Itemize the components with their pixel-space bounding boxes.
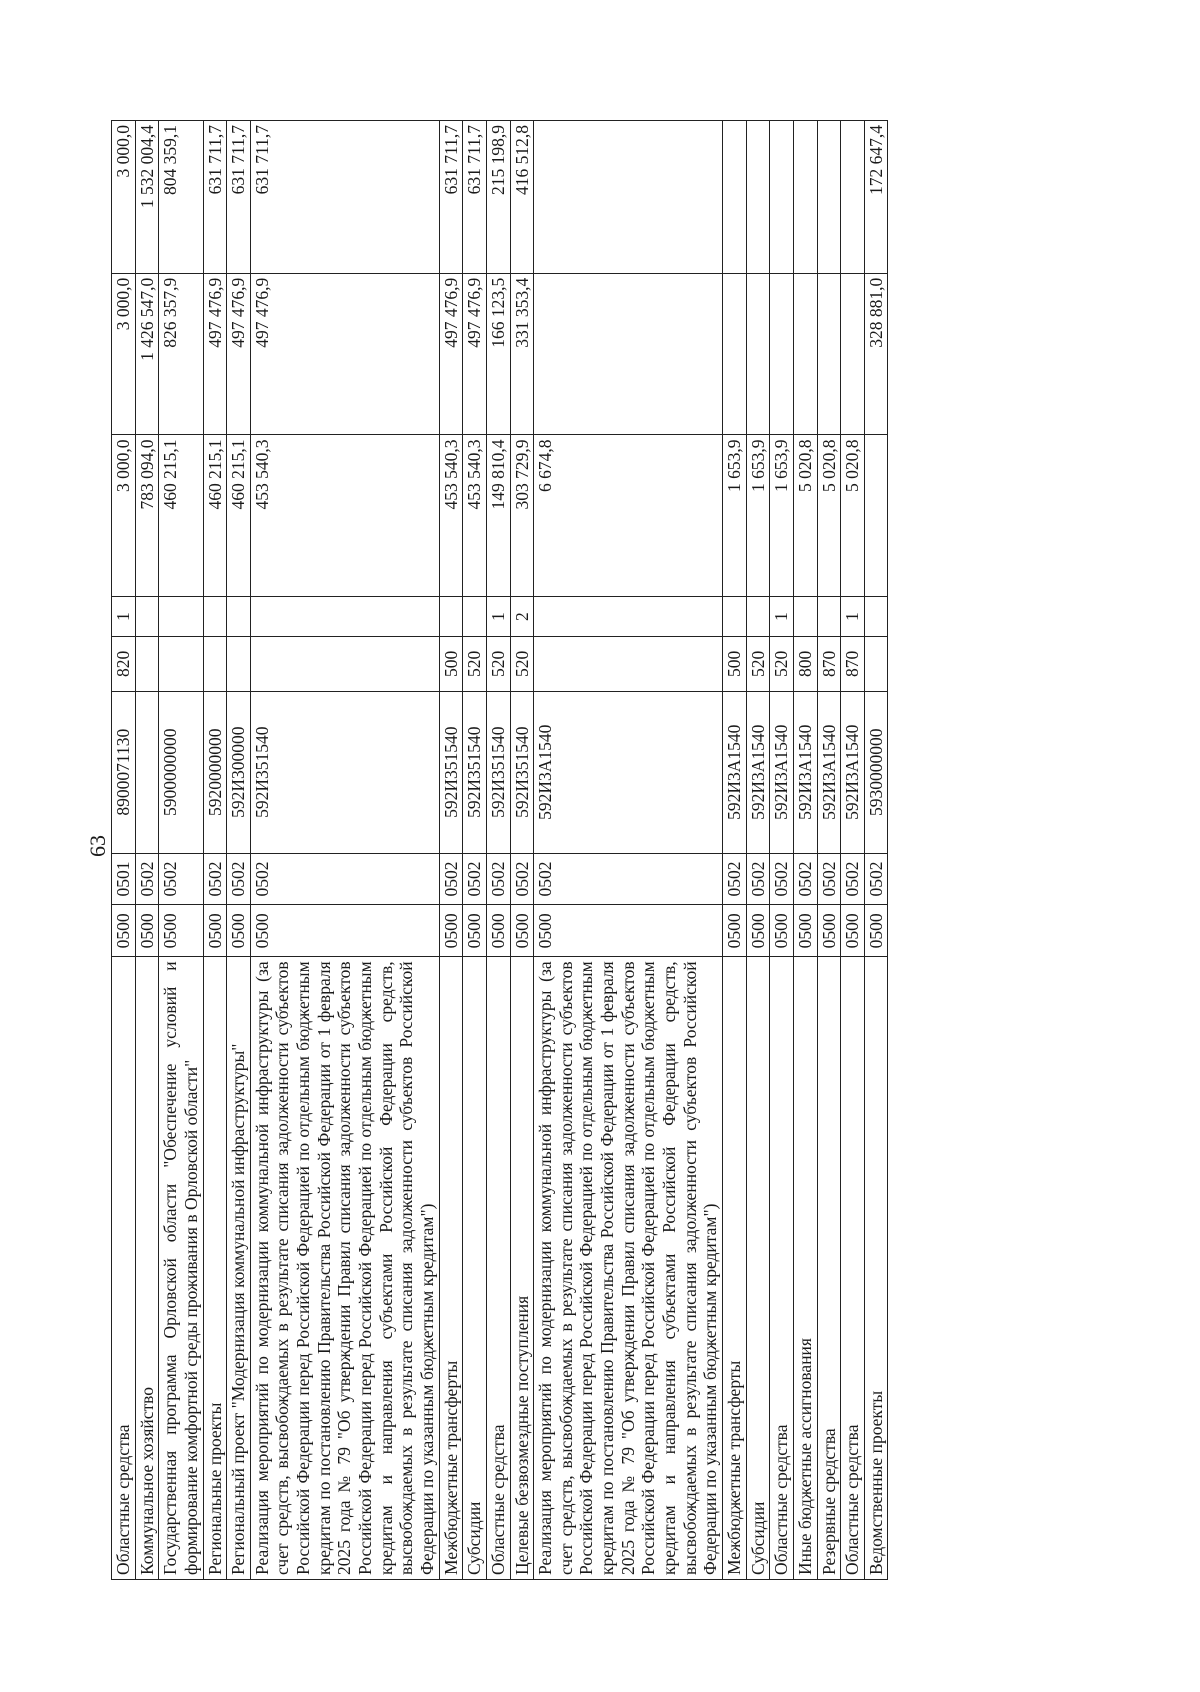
- section-code: 0500: [793, 905, 817, 957]
- subsection-code: 0502: [486, 853, 510, 905]
- amount-2026: [746, 273, 770, 435]
- amount-2025: 1 653,9: [770, 435, 794, 597]
- section-code: 0500: [534, 905, 723, 957]
- table-row: [510, 121, 534, 1580]
- target-article-code: [135, 691, 159, 853]
- subsection-code: 0502: [534, 853, 723, 905]
- page-number: 63: [85, 835, 110, 857]
- amount-2025: 460 215,1: [227, 435, 251, 597]
- funding-source-code: [203, 597, 227, 637]
- subsection-code: 0502: [439, 853, 463, 905]
- row-name: Реализация мероприятий по модернизации коммунальной инфраструктуры (за счет средств, высвобождаемых в результате списания задолженности субъектов Российской Федерации перед Российской Федерацией по отдельным бюджетным кредитам по постановлению Правительства Российской Федерации от 1 февраля 2025 года № 79 "Об утверждении Правил списания задолженности субъектов Российской Федерации перед Российской Федерацией по отдельным бюджетным кредитам и направления субъектами Российской Федерации средств, высвобождаемых в результате списания задолженности субъектов Российской Федерации по указанным бюджетным кредитам"): [250, 957, 439, 1580]
- row-name: Субсидии: [463, 957, 487, 1580]
- subsection-code: 0502: [722, 853, 746, 905]
- amount-2026: 497 476,9: [439, 273, 463, 435]
- row-name: Межбюджетные трансферты: [439, 957, 463, 1580]
- funding-source-code: [159, 597, 203, 637]
- row-name: Иные бюджетные ассигнования: [793, 957, 817, 1580]
- target-article-code: 5900000000: [159, 691, 203, 853]
- amount-2026: [841, 273, 865, 435]
- amount-2025: 1 653,9: [722, 435, 746, 597]
- subsection-code: 0502: [135, 853, 159, 905]
- row-name: Региональные проекты: [203, 957, 227, 1580]
- row-name: Региональный проект "Модернизация коммунальной инфраструктуры": [227, 957, 251, 1580]
- amount-2026: 331 353,4: [510, 273, 534, 435]
- amount-2026: 1 426 547,0: [135, 273, 159, 435]
- subsection-code: 0501: [112, 853, 136, 905]
- amount-2027: [793, 121, 817, 274]
- section-code: 0500: [250, 905, 439, 957]
- table-row: [722, 121, 746, 1580]
- target-article-code: 5930000000: [864, 691, 888, 853]
- target-article-code: 592И300000: [227, 691, 251, 853]
- target-article-code: 592И351540: [439, 691, 463, 853]
- row-name: Коммунальное хозяйство: [135, 957, 159, 1580]
- target-article-code: 5920000000: [203, 691, 227, 853]
- amount-2026: 497 476,9: [227, 273, 251, 435]
- amount-2027: [534, 121, 723, 274]
- amount-2025: 453 540,3: [250, 435, 439, 597]
- amount-2027: 631 711,7: [463, 121, 487, 274]
- subsection-code: 0502: [463, 853, 487, 905]
- expense-type-code: [135, 636, 159, 691]
- section-code: 0500: [227, 905, 251, 957]
- table-row: [864, 121, 888, 1580]
- subsection-code: 0502: [793, 853, 817, 905]
- expense-type-code: 520: [770, 636, 794, 691]
- section-code: 0500: [112, 905, 136, 957]
- amount-2027: 1 532 004,4: [135, 121, 159, 274]
- amount-2027: [722, 121, 746, 274]
- amount-2025: 5 020,8: [841, 435, 865, 597]
- expense-type-code: 870: [841, 636, 865, 691]
- amount-2026: [534, 273, 723, 435]
- section-code: 0500: [135, 905, 159, 957]
- table-row: [227, 121, 251, 1580]
- subsection-code: 0502: [227, 853, 251, 905]
- budget-table-body: [112, 121, 888, 1580]
- expense-type-code: 520: [463, 636, 487, 691]
- table-row: [817, 121, 841, 1580]
- expense-type-code: [159, 636, 203, 691]
- expense-type-code: 520: [510, 636, 534, 691]
- amount-2025: 453 540,3: [463, 435, 487, 597]
- section-code: 0500: [722, 905, 746, 957]
- budget-table: [111, 120, 888, 1580]
- funding-source-code: [746, 597, 770, 637]
- row-name: Областные средства: [486, 957, 510, 1580]
- funding-source-code: [864, 597, 888, 637]
- amount-2026: 497 476,9: [250, 273, 439, 435]
- section-code: 0500: [203, 905, 227, 957]
- amount-2025: 460 215,1: [159, 435, 203, 597]
- row-name: Субсидии: [746, 957, 770, 1580]
- amount-2025: 783 094,0: [135, 435, 159, 597]
- amount-2027: 215 198,9: [486, 121, 510, 274]
- funding-source-code: [793, 597, 817, 637]
- expense-type-code: [203, 636, 227, 691]
- funding-source-code: 2: [510, 597, 534, 637]
- target-article-code: 592И3А1540: [817, 691, 841, 853]
- amount-2027: 631 711,7: [439, 121, 463, 274]
- subsection-code: 0502: [159, 853, 203, 905]
- section-code: 0500: [864, 905, 888, 957]
- row-name: Государственная программа Орловской области "Обеспечение условий и формирование комфортной среды проживания в Орловской области": [159, 957, 203, 1580]
- subsection-code: 0502: [817, 853, 841, 905]
- section-code: 0500: [159, 905, 203, 957]
- expense-type-code: [227, 636, 251, 691]
- section-code: 0500: [841, 905, 865, 957]
- funding-source-code: [722, 597, 746, 637]
- section-code: 0500: [439, 905, 463, 957]
- target-article-code: 592И3А1540: [770, 691, 794, 853]
- table-row: [250, 121, 439, 1580]
- table-row: [793, 121, 817, 1580]
- subsection-code: 0502: [864, 853, 888, 905]
- amount-2027: 3 000,0: [112, 121, 136, 274]
- amount-2026: 826 357,9: [159, 273, 203, 435]
- amount-2026: 328 881,0: [864, 273, 888, 435]
- amount-2027: 631 711,7: [203, 121, 227, 274]
- expense-type-code: 820: [112, 636, 136, 691]
- amount-2025: [864, 435, 888, 597]
- amount-2027: 416 512,8: [510, 121, 534, 274]
- row-name: Областные средства: [841, 957, 865, 1580]
- funding-source-code: [227, 597, 251, 637]
- funding-source-code: 1: [770, 597, 794, 637]
- target-article-code: 592И3А1540: [534, 691, 723, 853]
- expense-type-code: [864, 636, 888, 691]
- funding-source-code: [534, 597, 723, 637]
- subsection-code: 0502: [510, 853, 534, 905]
- amount-2027: 631 711,7: [250, 121, 439, 274]
- funding-source-code: [463, 597, 487, 637]
- subsection-code: 0502: [770, 853, 794, 905]
- expense-type-code: 870: [817, 636, 841, 691]
- expense-type-code: [250, 636, 439, 691]
- amount-2027: [746, 121, 770, 274]
- amount-2027: [841, 121, 865, 274]
- amount-2025: 6 674,8: [534, 435, 723, 597]
- target-article-code: 8900071130: [112, 691, 136, 853]
- section-code: 0500: [770, 905, 794, 957]
- budget-table-rotated: [111, 120, 1200, 1580]
- target-article-code: 592И3А1540: [722, 691, 746, 853]
- table-row: [770, 121, 794, 1580]
- amount-2025: 5 020,8: [793, 435, 817, 597]
- row-name: Реализация мероприятий по модернизации коммунальной инфраструктуры (за счет средств, высвобождаемых в результате списания задолженности субъектов Российской Федерации перед Российской Федерацией по отдельным бюджетным кредитам по постановлению Правительства Российской Федерации от 1 февраля 2025 года № 79 "Об утверждении Правил списания задолженности субъектов Российской Федерации перед Российской Федерацией по отдельным бюджетным кредитам и направления субъектами Российской Федерации средств, высвобождаемых в результате списания задолженности субъектов Российской Федерации по указанным бюджетным кредитам"): [534, 957, 723, 1580]
- table-row: [746, 121, 770, 1580]
- row-name: Целевые безвозмездные поступления: [510, 957, 534, 1580]
- amount-2026: 166 123,5: [486, 273, 510, 435]
- row-name: Областные средства: [112, 957, 136, 1580]
- table-row: [203, 121, 227, 1580]
- expense-type-code: 520: [486, 636, 510, 691]
- subsection-code: 0502: [841, 853, 865, 905]
- amount-2027: 172 647,4: [864, 121, 888, 274]
- table-row: [439, 121, 463, 1580]
- amount-2026: 497 476,9: [203, 273, 227, 435]
- amount-2027: 631 711,7: [227, 121, 251, 274]
- expense-type-code: [534, 636, 723, 691]
- amount-2026: [770, 273, 794, 435]
- funding-source-code: [817, 597, 841, 637]
- section-code: 0500: [463, 905, 487, 957]
- subsection-code: 0502: [746, 853, 770, 905]
- amount-2026: 497 476,9: [463, 273, 487, 435]
- amount-2026: [722, 273, 746, 435]
- row-name: Областные средства: [770, 957, 794, 1580]
- row-name: Резервные средства: [817, 957, 841, 1580]
- amount-2027: 804 359,1: [159, 121, 203, 274]
- amount-2026: [793, 273, 817, 435]
- funding-source-code: 1: [486, 597, 510, 637]
- amount-2027: [770, 121, 794, 274]
- amount-2025: 460 215,1: [203, 435, 227, 597]
- row-name: Ведомственные проекты: [864, 957, 888, 1580]
- row-name: Межбюджетные трансферты: [722, 957, 746, 1580]
- expense-type-code: 500: [439, 636, 463, 691]
- section-code: 0500: [746, 905, 770, 957]
- target-article-code: 592И351540: [463, 691, 487, 853]
- subsection-code: 0502: [250, 853, 439, 905]
- target-article-code: 592И3А1540: [793, 691, 817, 853]
- table-row: [135, 121, 159, 1580]
- target-article-code: 592И3А1540: [746, 691, 770, 853]
- amount-2027: [817, 121, 841, 274]
- section-code: 0500: [817, 905, 841, 957]
- expense-type-code: 500: [722, 636, 746, 691]
- funding-source-code: 1: [112, 597, 136, 637]
- expense-type-code: 520: [746, 636, 770, 691]
- subsection-code: 0502: [203, 853, 227, 905]
- amount-2026: [817, 273, 841, 435]
- amount-2025: 1 653,9: [746, 435, 770, 597]
- amount-2025: 149 810,4: [486, 435, 510, 597]
- table-row: [534, 121, 723, 1580]
- amount-2026: 3 000,0: [112, 273, 136, 435]
- funding-source-code: [250, 597, 439, 637]
- table-row: [486, 121, 510, 1580]
- amount-2025: 3 000,0: [112, 435, 136, 597]
- target-article-code: 592И351540: [250, 691, 439, 853]
- funding-source-code: 1: [841, 597, 865, 637]
- amount-2025: 5 020,8: [817, 435, 841, 597]
- target-article-code: 592И351540: [510, 691, 534, 853]
- table-row: [159, 121, 203, 1580]
- amount-2025: 303 729,9: [510, 435, 534, 597]
- amount-2025: 453 540,3: [439, 435, 463, 597]
- table-row: [841, 121, 865, 1580]
- expense-type-code: 800: [793, 636, 817, 691]
- target-article-code: 592И351540: [486, 691, 510, 853]
- table-row: [112, 121, 136, 1580]
- target-article-code: 592И3А1540: [841, 691, 865, 853]
- funding-source-code: [135, 597, 159, 637]
- funding-source-code: [439, 597, 463, 637]
- section-code: 0500: [510, 905, 534, 957]
- table-row: [463, 121, 487, 1580]
- section-code: 0500: [486, 905, 510, 957]
